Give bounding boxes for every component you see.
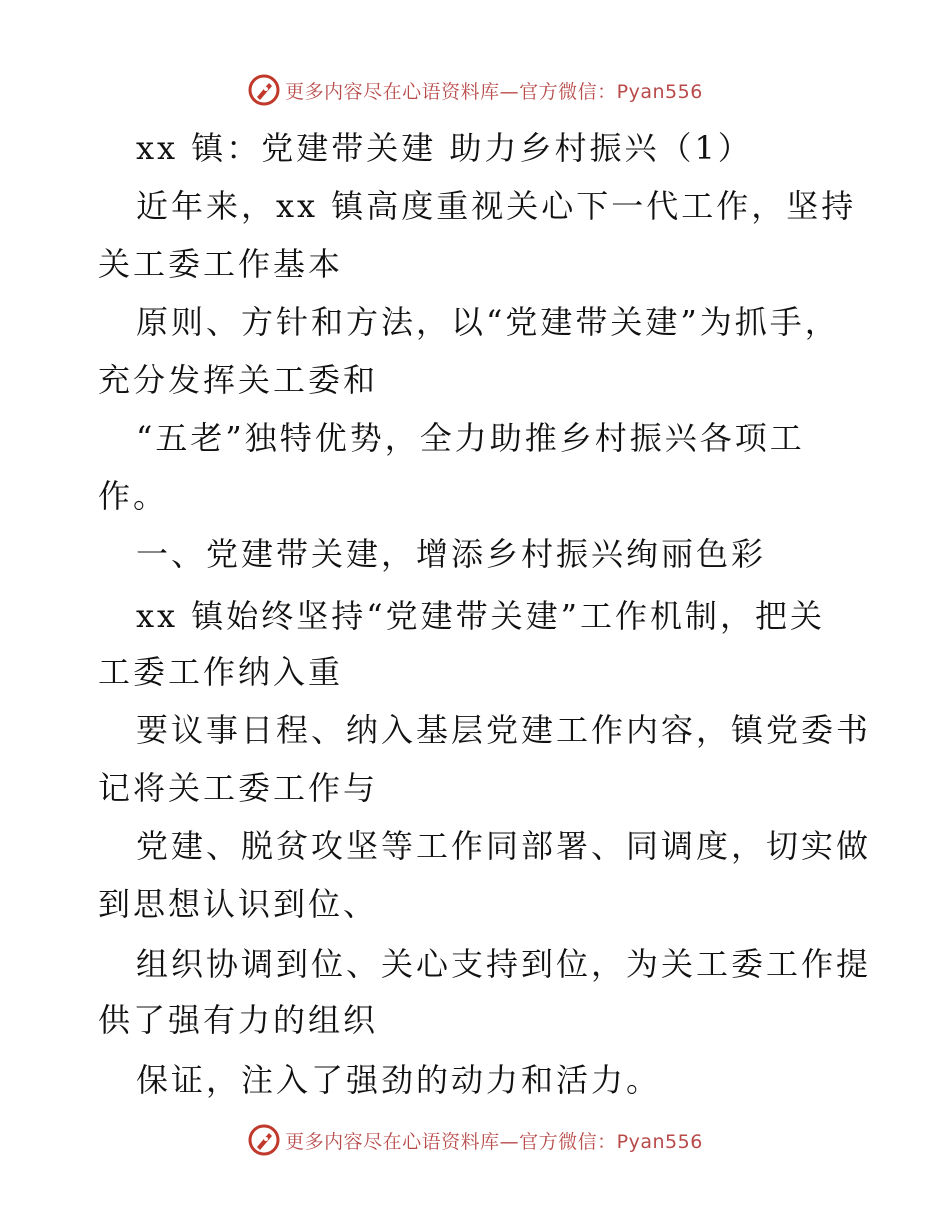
watermark-text: 更多内容尽在心语资料库—官方微信：Pyan556 xyxy=(285,1130,703,1153)
paragraph-line: 近年来，xx 镇高度重视关心下一代工作，坚持 xyxy=(136,187,857,225)
document-title: xx 镇：党建带关建 助力乡村振兴（1） xyxy=(136,129,753,167)
watermark-banner-bottom xyxy=(0,1118,950,1162)
paragraph-line: 要议事日程、纳入基层党建工作内容，镇党委书 xyxy=(136,711,872,749)
paragraph-line: 充分发挥关工委和 xyxy=(98,361,379,399)
watermark-banner-top xyxy=(0,68,950,112)
paragraph-line: 党建、脱贫攻坚等工作同部署、同调度，切实做 xyxy=(136,827,872,865)
paragraph-line: “五老”独特优势，全力助推乡村振兴各项工 xyxy=(136,419,805,457)
paragraph-line: 工委工作纳入重 xyxy=(98,653,344,691)
paragraph-line: 关工委工作基本 xyxy=(98,245,344,283)
watermark-text: 更多内容尽在心语资料库—官方微信：Pyan556 xyxy=(285,80,703,103)
paragraph-line: 保证，注入了强劲的动力和活力。 xyxy=(136,1061,662,1099)
paragraph-line: 供了强有力的组织 xyxy=(98,1001,379,1039)
paragraph-line: 到思想认识到位、 xyxy=(98,885,379,923)
paragraph-line: 组织协调到位、关心支持到位，为关工委工作提 xyxy=(136,945,872,983)
paragraph-line: 作。 xyxy=(98,477,169,515)
paragraph-line: xx 镇始终坚持“党建带关建”工作机制，把关 xyxy=(136,597,825,635)
section-heading: 一、党建带关建，增添乡村振兴绚丽色彩 xyxy=(136,535,767,573)
pen-nib-seal-icon xyxy=(247,73,281,107)
pen-nib-seal-icon xyxy=(247,1123,281,1157)
paragraph-line: 原则、方针和方法，以“党建带关建”为抓手， xyxy=(136,303,840,341)
paragraph-line: 记将关工委工作与 xyxy=(98,769,379,807)
